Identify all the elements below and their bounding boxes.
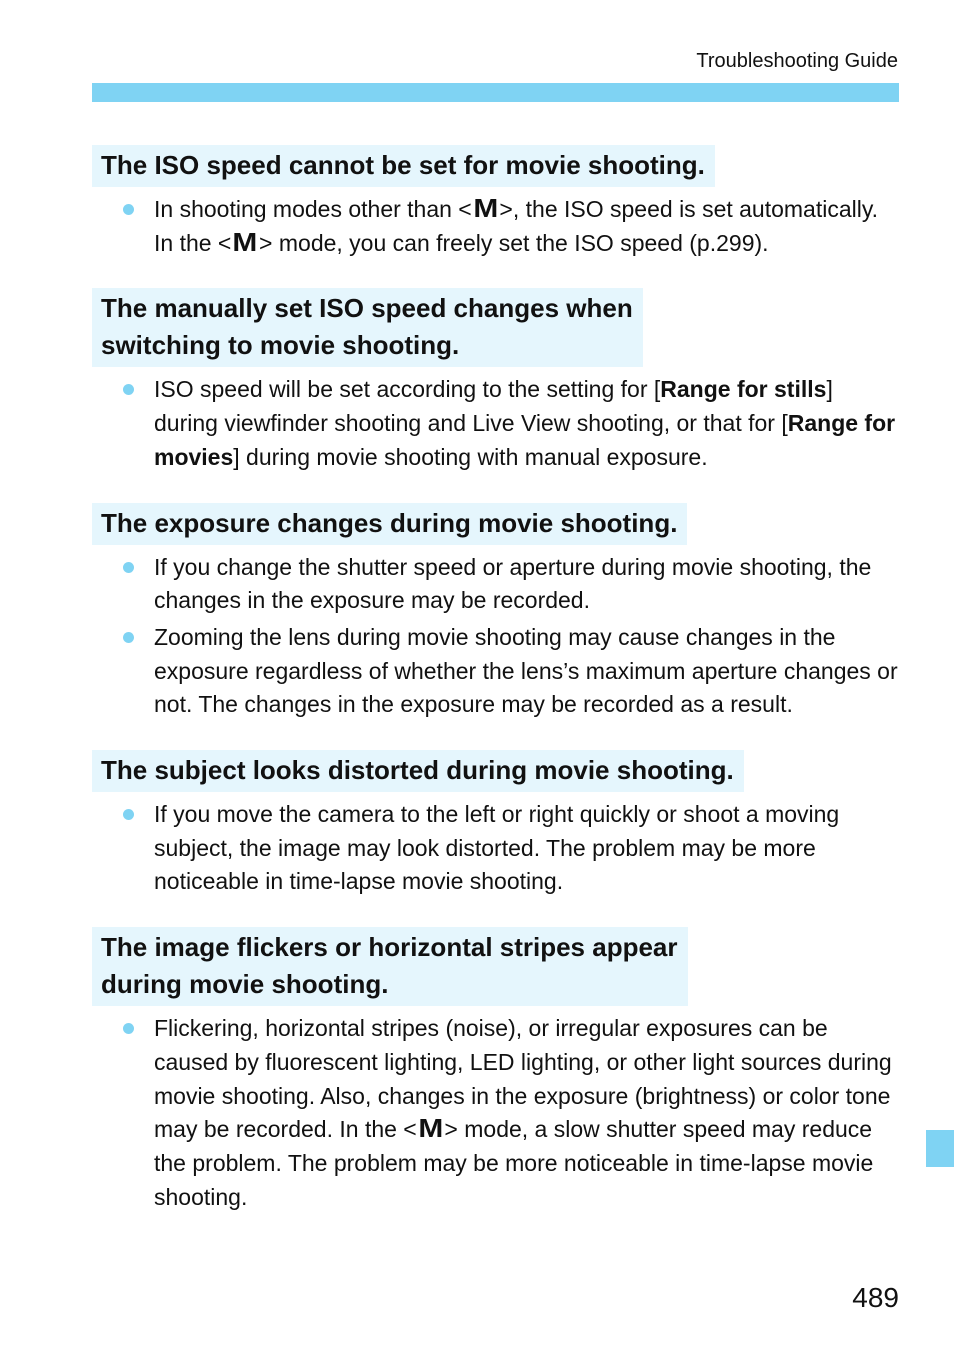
manual-mode-icon: M [418,1113,444,1144]
text-run: >, the ISO speed is set automatically. In the < [154,196,879,256]
bullet-list [92,193,902,260]
manual-mode-icon: M [232,226,258,257]
list-item [92,798,902,899]
text-run: > mode, a slow shutter speed may reduce the problem. The problem may be more noticeable in time-lapse movie shooting. [154,1116,874,1210]
menu-setting-name: Range for movies [154,410,896,470]
section-heading [92,503,687,545]
section-iso-changes-switching [92,288,902,474]
text-run: In shooting modes other than < [154,196,472,222]
section-subject-distorted [92,750,902,899]
heading-text: The subject looks distorted during movie shooting. [101,755,734,786]
heading-text: The exposure changes during movie shooting. [101,507,678,538]
text-run: Flickering, horizontal stripes (noise), or irregular exposures can be caused by fluorescent lighting, LED lighting, or other light sources during movie shooting. Also, changes in the exposure (brightness) or color tone may be recorded. In the < [154,1015,892,1143]
section-heading [92,927,688,1006]
bullet-icon [123,1023,134,1034]
section-image-flickers [92,927,902,1214]
bullet-icon [123,384,134,395]
text-run: If you move the camera to the left or right quickly or shoot a moving subject, the image may look distorted. The problem may be more noticeable in time-lapse movie shooting. [154,801,840,895]
section-exposure-changes [92,503,902,723]
section-heading [92,288,643,367]
heading-text: switching to movie shooting. [101,330,460,361]
list-item [92,373,902,474]
text-run: ISO speed will be set according to the setting for [ [154,376,661,403]
bullet-icon [123,562,134,573]
list-item [92,621,902,722]
list-item [92,551,902,618]
bullet-list [92,373,902,474]
bullet-icon [123,632,134,643]
page-number: 489 [852,1282,899,1313]
page-content [92,145,902,1214]
bullet-list [92,1012,902,1214]
manual-mode-icon: M [473,193,499,223]
heading-text: during movie shooting. [101,969,389,1000]
bullet-icon [123,204,134,215]
text-run: ] during viewfinder shooting and Live View shooting, or that for [ [154,376,833,437]
bullet-list [92,551,902,723]
heading-text: The ISO speed cannot be set for movie shooting. [101,150,705,180]
text-run: Zooming the lens during movie shooting may cause changes in the exposure regardless of whether the lens’s maximum aperture changes or not. The changes in the exposure may be recorded as a result. [154,623,898,718]
list-item [92,193,902,260]
chapter-tab-marker [926,1130,954,1167]
list-item [92,1012,902,1214]
bullet-icon [123,809,134,820]
heading-text: The image flickers or horizontal stripes appear [101,932,678,963]
header-accent-bar [92,83,899,102]
text-run: If you change the shutter speed or aperture during movie shooting, the changes in the exposure may be recorded. [154,553,872,614]
bullet-list [92,798,902,899]
menu-setting-name: Range for stills [660,376,827,403]
heading-text: The manually set ISO speed changes when [101,293,633,324]
section-heading [92,750,744,792]
text-run: > mode, you can freely set the ISO speed (p.299). [259,229,769,256]
section-iso-cannot-be-set [92,145,902,260]
text-run: ] during movie shooting with manual exposure. [233,443,708,470]
running-head: Troubleshooting Guide [696,50,898,72]
section-heading [92,145,715,187]
